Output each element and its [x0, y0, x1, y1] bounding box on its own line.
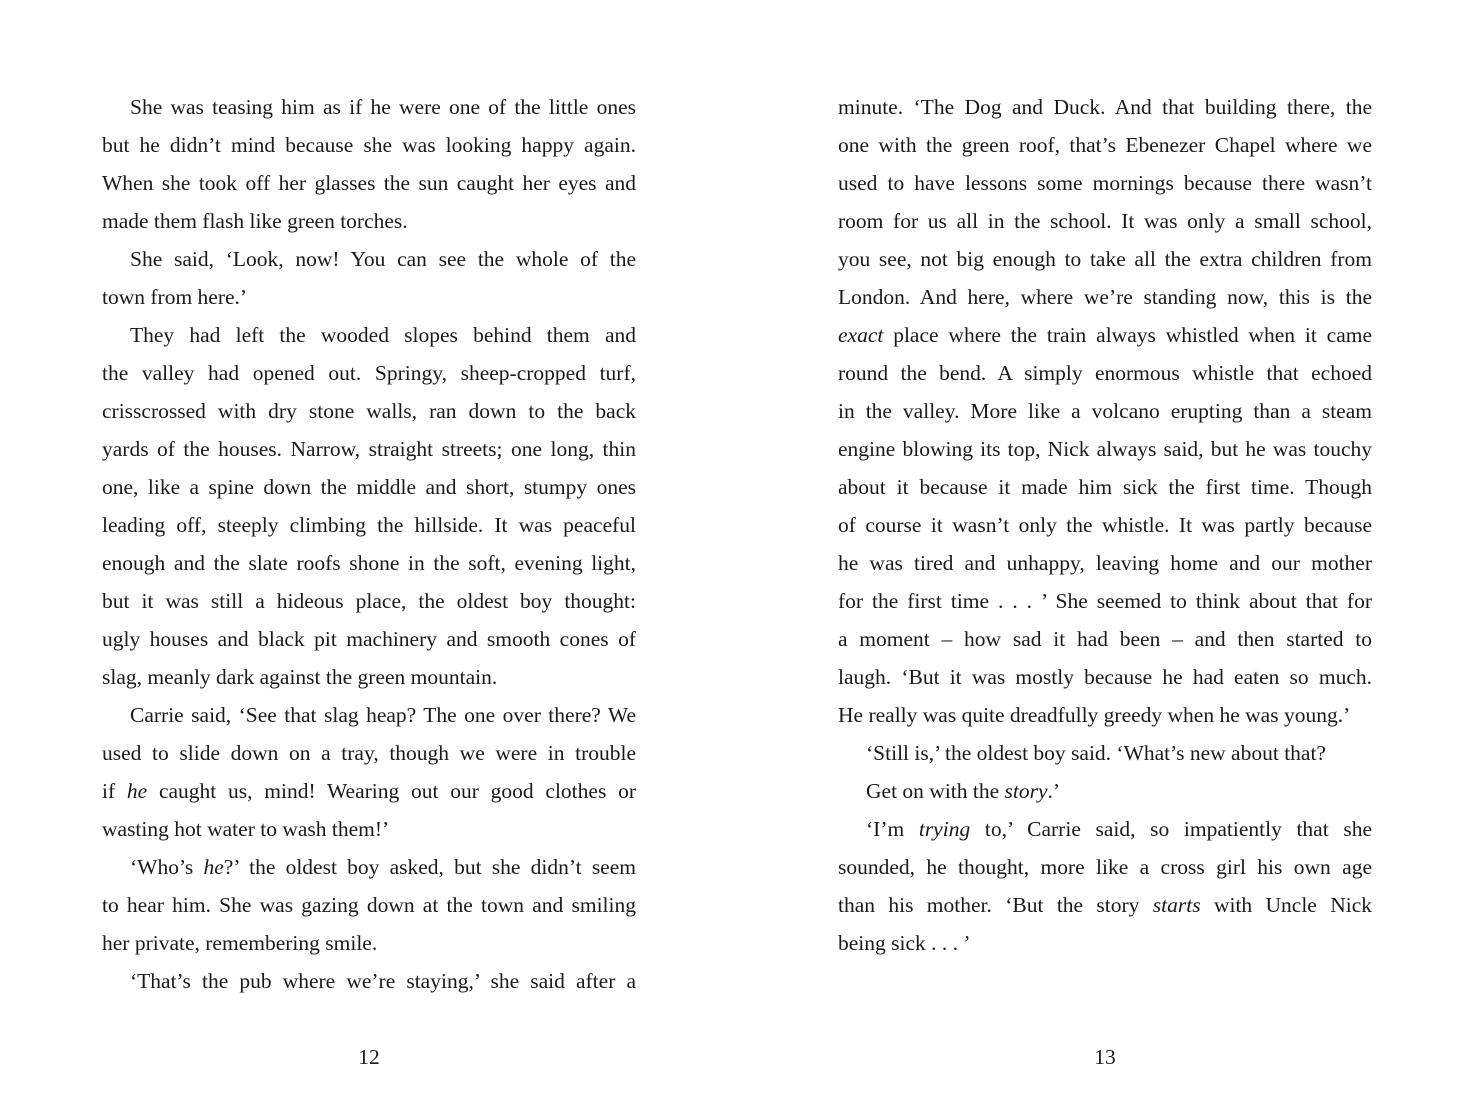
text-segment: Carrie said, ‘See that slag heap? The one over there? We	[130, 703, 636, 727]
text-line	[102, 658, 636, 696]
text-segment: caught us, mind! Wearing out our good clothes or	[147, 779, 636, 803]
text-line	[838, 582, 1372, 620]
text-line	[102, 582, 636, 620]
text-line	[102, 468, 636, 506]
text-segment: one with the green roof, that’s Ebenezer Chapel where we	[838, 133, 1372, 157]
italic-text: story	[1004, 779, 1048, 803]
text-line	[102, 164, 636, 202]
text-line	[838, 658, 1372, 696]
text-segment: ?’ the oldest boy asked, but she didn’t seem	[223, 855, 636, 879]
page-number-left: 12	[358, 1045, 380, 1069]
text-segment: but it was still a hideous place, the oldest boy thought:	[102, 589, 636, 613]
text-segment: if	[102, 779, 127, 803]
text-segment: laugh. ‘But it was mostly because he had eaten so much.	[838, 665, 1372, 689]
text-segment: to hear him. She was gazing down at the town and smiling	[102, 893, 636, 917]
left-page-text	[102, 88, 636, 1000]
text-segment: the valley had opened out. Springy, sheep-cropped turf,	[102, 361, 636, 385]
right-page-text	[838, 88, 1372, 962]
text-line	[838, 468, 1372, 506]
text-segment: She said, ‘Look, now! You can see the whole of the	[130, 247, 636, 271]
text-line	[102, 734, 636, 772]
text-segment: Get on with the	[866, 779, 1005, 803]
text-segment: in the valley. More like a volcano erupting than a steam	[838, 399, 1372, 423]
text-line	[838, 88, 1372, 126]
text-line	[102, 392, 636, 430]
text-line	[838, 164, 1372, 202]
text-line	[838, 810, 1372, 848]
text-segment: to,’ Carrie said, so impatiently that she	[970, 817, 1372, 841]
text-segment: leading off, steeply climbing the hillside. It was peaceful	[102, 513, 636, 537]
text-line	[838, 316, 1372, 354]
text-line	[102, 316, 636, 354]
text-line	[838, 886, 1372, 924]
text-segment: but he didn’t mind because she was looking happy again.	[102, 133, 636, 157]
text-segment: She was teasing him as if he were one of the little ones	[130, 95, 636, 119]
text-segment: .’	[1047, 779, 1061, 803]
text-line	[102, 506, 636, 544]
text-line	[838, 202, 1372, 240]
text-segment: ugly houses and black pit machinery and smooth cones of	[102, 627, 636, 651]
italic-text: exact	[838, 323, 884, 347]
text-segment: being sick . . . ’	[838, 931, 971, 955]
text-line	[838, 620, 1372, 658]
text-segment: When she took off her glasses the sun caught her eyes and	[102, 171, 636, 195]
text-line	[838, 126, 1372, 164]
text-segment: place where the train always whistled when it came	[883, 323, 1372, 347]
text-segment: room for us all in the school. It was only a small school,	[838, 209, 1372, 233]
text-line	[102, 88, 636, 126]
text-segment: He really was quite dreadfully greedy when he was young.’	[838, 703, 1351, 727]
text-segment: ‘Still is,’ the oldest boy said. ‘What’s new about that?	[866, 741, 1326, 765]
text-line	[838, 734, 1372, 772]
text-line	[102, 544, 636, 582]
text-segment: wasting hot water to wash them!’	[102, 817, 390, 841]
text-segment: crisscrossed with dry stone walls, ran down to the back	[102, 399, 636, 423]
text-line	[102, 354, 636, 392]
text-segment: ‘That’s the pub where we’re staying,’ she said after a	[130, 969, 636, 993]
text-line	[102, 696, 636, 734]
text-line	[838, 772, 1372, 810]
text-line	[838, 354, 1372, 392]
text-line	[102, 810, 636, 848]
text-segment: town from here.’	[102, 285, 248, 309]
text-line	[102, 620, 636, 658]
text-line	[102, 126, 636, 164]
text-line	[102, 886, 636, 924]
text-line	[102, 962, 636, 1000]
text-segment: used to have lessons some mornings because there wasn’t	[838, 171, 1372, 195]
text-line	[838, 240, 1372, 278]
text-segment: a moment – how sad it had been – and then started to	[838, 627, 1372, 651]
text-line	[102, 430, 636, 468]
text-segment: yards of the houses. Narrow, straight streets; one long, thin	[102, 437, 636, 461]
text-segment: one, like a spine down the middle and short, stumpy ones	[102, 475, 636, 499]
text-line	[102, 848, 636, 886]
text-segment: than his mother. ‘But the story	[838, 893, 1153, 917]
text-line	[838, 924, 1372, 962]
italic-text: starts	[1152, 893, 1201, 917]
text-segment: of course it wasn’t only the whistle. It was partly because	[838, 513, 1372, 537]
text-line	[838, 696, 1372, 734]
text-line	[838, 430, 1372, 468]
text-segment: with Uncle Nick	[1200, 893, 1372, 917]
text-segment: They had left the wooded slopes behind them and	[130, 323, 636, 347]
text-line	[102, 924, 636, 962]
text-segment: you see, not big enough to take all the extra children from	[838, 247, 1372, 271]
text-segment: he was tired and unhappy, leaving home and our mother	[838, 551, 1372, 575]
page-number-right: 13	[1094, 1045, 1116, 1069]
text-segment: ‘Who’s	[130, 855, 204, 879]
text-line	[838, 392, 1372, 430]
text-segment: minute. ‘The Dog and Duck. And that building there, the	[838, 95, 1372, 119]
text-segment: her private, remembering smile.	[102, 931, 378, 955]
text-segment: enough and the slate roofs shone in the soft, evening light,	[102, 551, 636, 575]
text-segment: engine blowing its top, Nick always said, but he was touchy	[838, 437, 1372, 461]
text-line	[838, 848, 1372, 886]
text-line	[102, 202, 636, 240]
italic-text: he	[203, 855, 224, 879]
text-line	[102, 772, 636, 810]
text-segment: London. And here, where we’re standing now, this is the	[838, 285, 1372, 309]
text-line	[102, 278, 636, 316]
text-segment: round the bend. A simply enormous whistle that echoed	[838, 361, 1372, 385]
italic-text: he	[126, 779, 148, 803]
text-line	[838, 506, 1372, 544]
text-line	[838, 278, 1372, 316]
text-segment: used to slide down on a tray, though we were in trouble	[102, 741, 636, 765]
text-segment: for the first time . . . ’ She seemed to think about that for	[838, 589, 1372, 613]
text-segment: ‘I’m	[866, 817, 919, 841]
text-segment: made them flash like green torches.	[102, 209, 408, 233]
text-segment: slag, meanly dark against the green mountain.	[102, 665, 498, 689]
text-segment: sounded, he thought, more like a cross girl his own age	[838, 855, 1372, 879]
text-segment: about it because it made him sick the first time. Though	[838, 475, 1372, 499]
italic-text: trying	[918, 817, 971, 841]
text-line	[102, 240, 636, 278]
text-line	[838, 544, 1372, 582]
